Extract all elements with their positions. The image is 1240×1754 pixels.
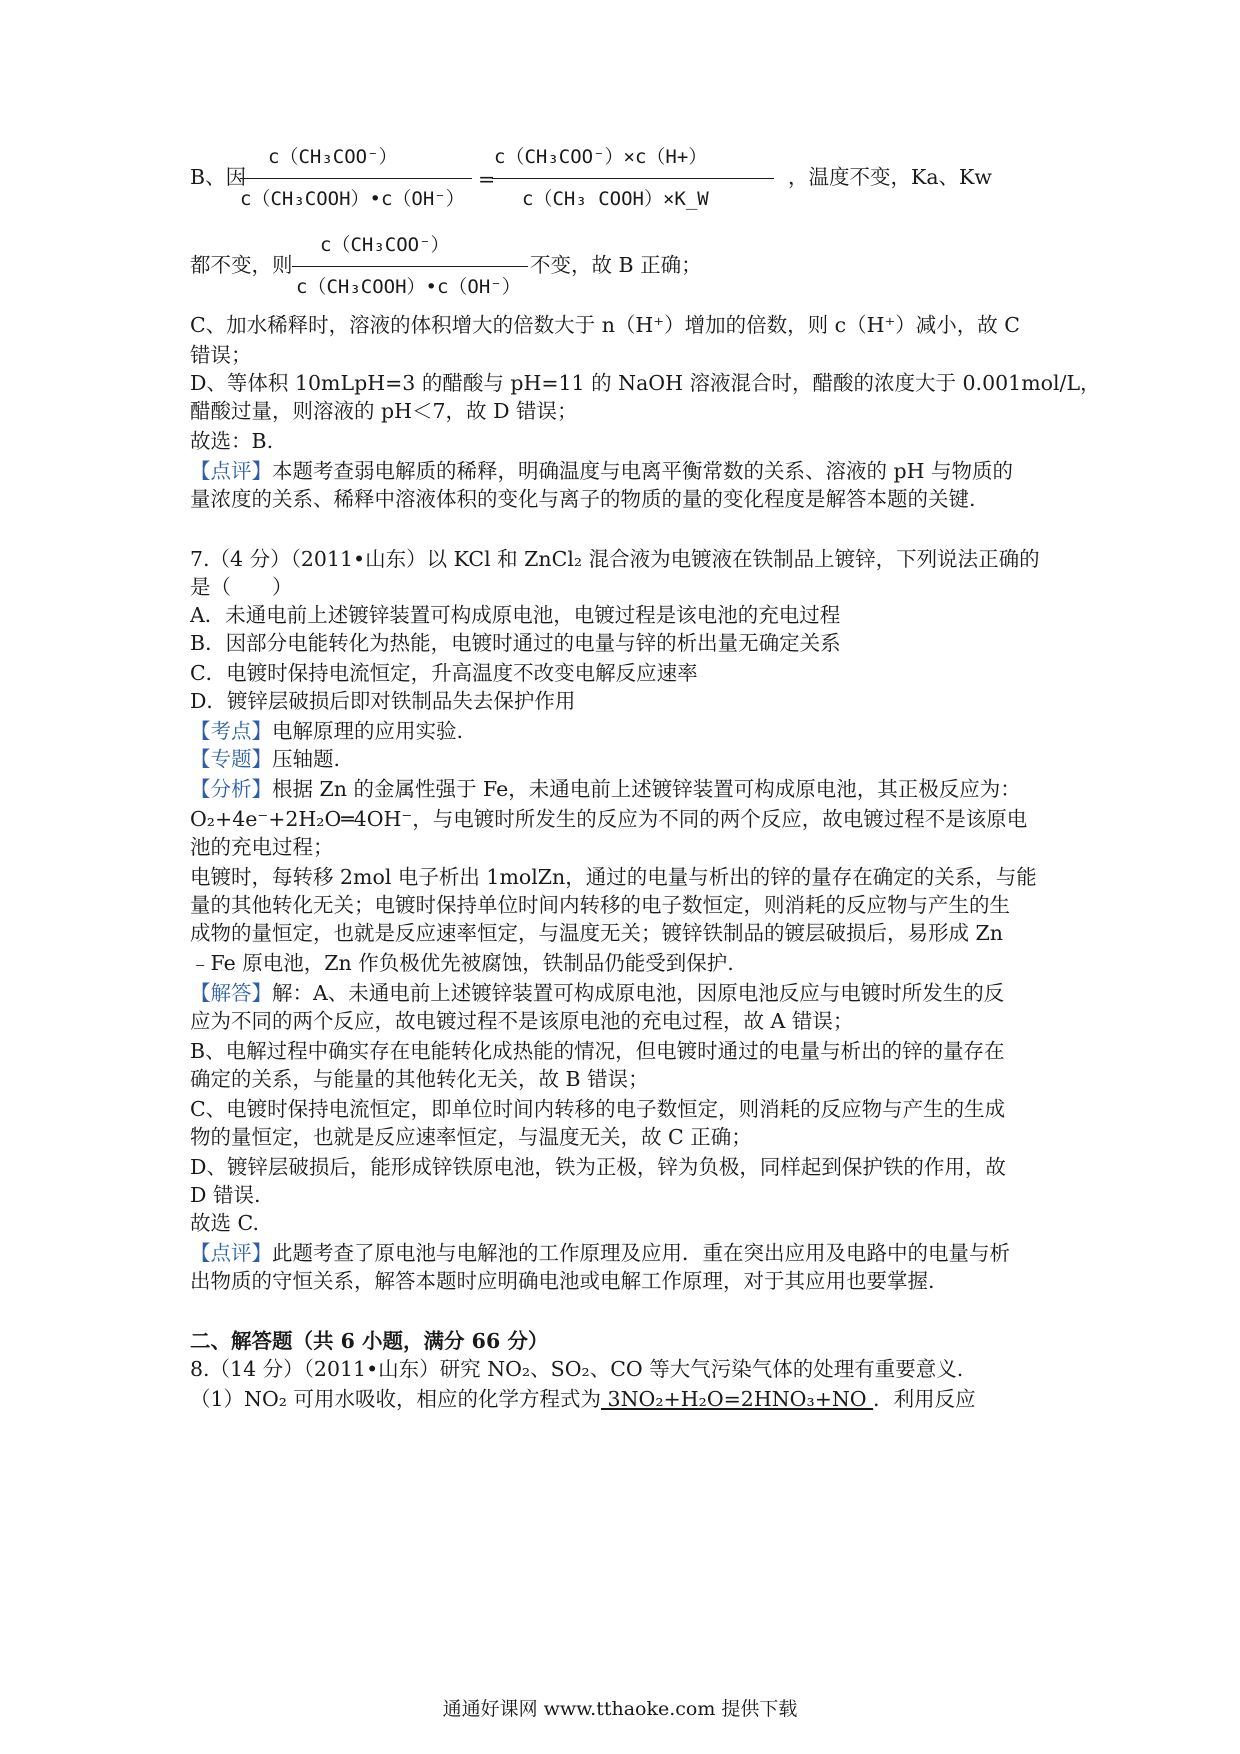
q8-1-prefix: （1）NO₂ 可用水吸收，相应的化学方程式为 [190,1387,602,1411]
zhuanti-tag: 【专题】 [190,747,272,771]
fenxi-tag: 【分析】 [190,777,272,801]
fraction-bar [240,178,472,179]
fenxi-line [190,774,1021,804]
fraction-1-numerator: c（CH₃COO⁻） [268,146,398,168]
option-b2-prefix: 都不变，则 [190,253,293,277]
option-d: D．镀锌层破损后即对铁制品失去保护作用 [190,689,576,713]
kaodian-text: 电解原理的应用实验. [272,719,464,743]
option-b-suffix: ，温度不变，Ka、Kw [788,165,992,189]
q8-1-suffix: ．利用反应 [873,1387,976,1411]
jieda-line: B、电解过程中确实存在电能转化成热能的情况，但电镀时通过的电量与析出的锌的量存在 [190,1039,1005,1063]
jieda-line: D 错误. [190,1183,261,1207]
comment-line: 量浓度的关系、稀释中溶液体积的变化与离子的物质的量的变化程度是解答本题的关键. [190,487,976,511]
explanation-line: 错误； [190,343,252,367]
jieda-line: 应为不同的两个反应，故电镀过程不是该原电池的充电过程，故 A 错误； [190,1009,854,1033]
fraction-bar [492,178,774,179]
q8-stem: 8.（14 分）（2011•山东）研究 NO₂、SO₂、CO 等大气污染气体的处理有重要意义. [190,1357,964,1381]
q8-part-1 [190,1384,976,1414]
fraction-bar [292,266,528,267]
option-c: C．电镀时保持电流恒定，升高温度不改变电解反应速率 [190,661,698,685]
option-b: B．因部分电能转化为热能，电镀时通过的电量与锌的析出量无确定关系 [190,631,841,655]
comment-tag: 【点评】 [190,459,272,483]
fenxi-text: 根据 Zn 的金属性强于 Fe，未通电前上述镀锌装置可构成原电池，其正极反应为： [272,777,1021,801]
jieda-line: C、电镀时保持电流恒定，即单位时间内转移的电子数恒定，则消耗的反应物与产生的生成 [190,1097,1006,1121]
kaodian-line [190,716,463,746]
option-a: A．未通电前上述镀锌装置可构成原电池，电镀过程是该电池的充电过程 [190,603,841,627]
option-b-prefix: B、因 [190,165,247,189]
explanation-line: C、加水稀释时，溶液的体积增大的倍数大于 n（H⁺）增加的倍数，则 c（H⁺）减小，故 C [190,313,1020,337]
page-footer: 通通好课网 www.tthaoke.com 提供下载 [442,1698,798,1720]
jieda-line: 确定的关系，与能量的其他转化无关，故 B 错误； [190,1067,649,1091]
jieda-text: 解：A、未通电前上述镀锌装置可构成原电池，因原电池反应与电镀时所发生的反 [272,981,1005,1005]
jieda-line: 物的量恒定，也就是反应速率恒定，与温度无关，故 C 正确； [190,1125,752,1149]
explanation-line: D、等体积 10mLpH=3 的醋酸与 pH=11 的 NaOH 溶液混合时，醋酸的浓度大于 0.001mol/L， [190,371,1101,395]
fenxi-line: ﹣Fe 原电池，Zn 作负极优先被腐蚀，铁制品仍能受到保护. [190,951,734,975]
dianping-text: 此题考查了原电池与电解池的工作原理及应用．重在突出应用及电路中的电量与析 [272,1241,1010,1265]
jieda-line: D、镀锌层破损后，能形成锌铁原电池，铁为正极，锌为负极，同样起到保护铁的作用，故 [190,1155,1006,1179]
zhuanti-text: 压轴题. [272,747,341,771]
fenxi-line: 池的充电过程； [190,835,334,859]
question-stem: 是（ ） [190,575,293,599]
comment-line [190,456,1013,486]
q8-1-answer: 3NO₂+H₂O=2HNO₃+NO [601,1387,874,1411]
fenxi-line: O₂+4e⁻+2H₂O═4OH⁻，与电镀时所发生的反应为不同的两个反应，故电镀过程不是该原电 [190,807,1028,831]
dianping-line: 出物质的守恒关系，解答本题时应明确电池或电解工作原理，对于其应用也要掌握. [190,1269,935,1293]
fenxi-line: 量的其他转化无关；电镀时保持单位时间内转移的电子数恒定，则消耗的反应物与产生的生 [190,893,1010,917]
jieda-tag: 【解答】 [190,981,272,1005]
fraction-2-numerator: c（CH₃COO⁻）×c（H+） [494,146,708,168]
kaodian-tag: 【考点】 [190,719,272,743]
explanation-line: 故选：B. [190,429,274,453]
question-stem: 7.（4 分）（2011•山东）以 KCl 和 ZnCl₂ 混合液为电镀液在铁制品上镀锌，下列说法正确的 [190,547,1040,571]
option-b2-suffix: 不变，故 B 正确； [530,253,702,277]
zhuanti-line [190,744,340,774]
fenxi-line: 成物的量恒定，也就是反应速率恒定，与温度无关；镀锌铁制品的镀层破损后，易形成 Zn [190,921,1003,945]
jieda-line: 故选 C. [190,1211,259,1235]
fenxi-line: 电镀时，每转移 2mol 电子析出 1molZn，通过的电量与析出的锌的量存在确定的关系，与能 [190,865,1037,889]
fraction-3-denominator: c（CH₃COOH）•c（OH⁻） [296,276,521,298]
fraction-1-denominator: c（CH₃COOH）•c（OH⁻） [240,188,465,210]
fraction-2-denominator: c（CH₃ COOH）×K_W [522,188,709,210]
explanation-line: 醋酸过量，则溶液的 pH＜7，故 D 错误； [190,399,578,423]
section-heading: 二、解答题（共 6 小题，满分 66 分） [190,1329,549,1353]
dianping-tag: 【点评】 [190,1241,272,1265]
jieda-line [190,978,1004,1008]
dianping-line [190,1238,1010,1268]
fraction-3-numerator: c（CH₃COO⁻） [320,234,450,256]
comment-text: 本题考查弱电解质的稀释，明确温度与电离平衡常数的关系、溶液的 pH 与物质的 [272,459,1014,483]
equals-sign: = [478,167,496,191]
